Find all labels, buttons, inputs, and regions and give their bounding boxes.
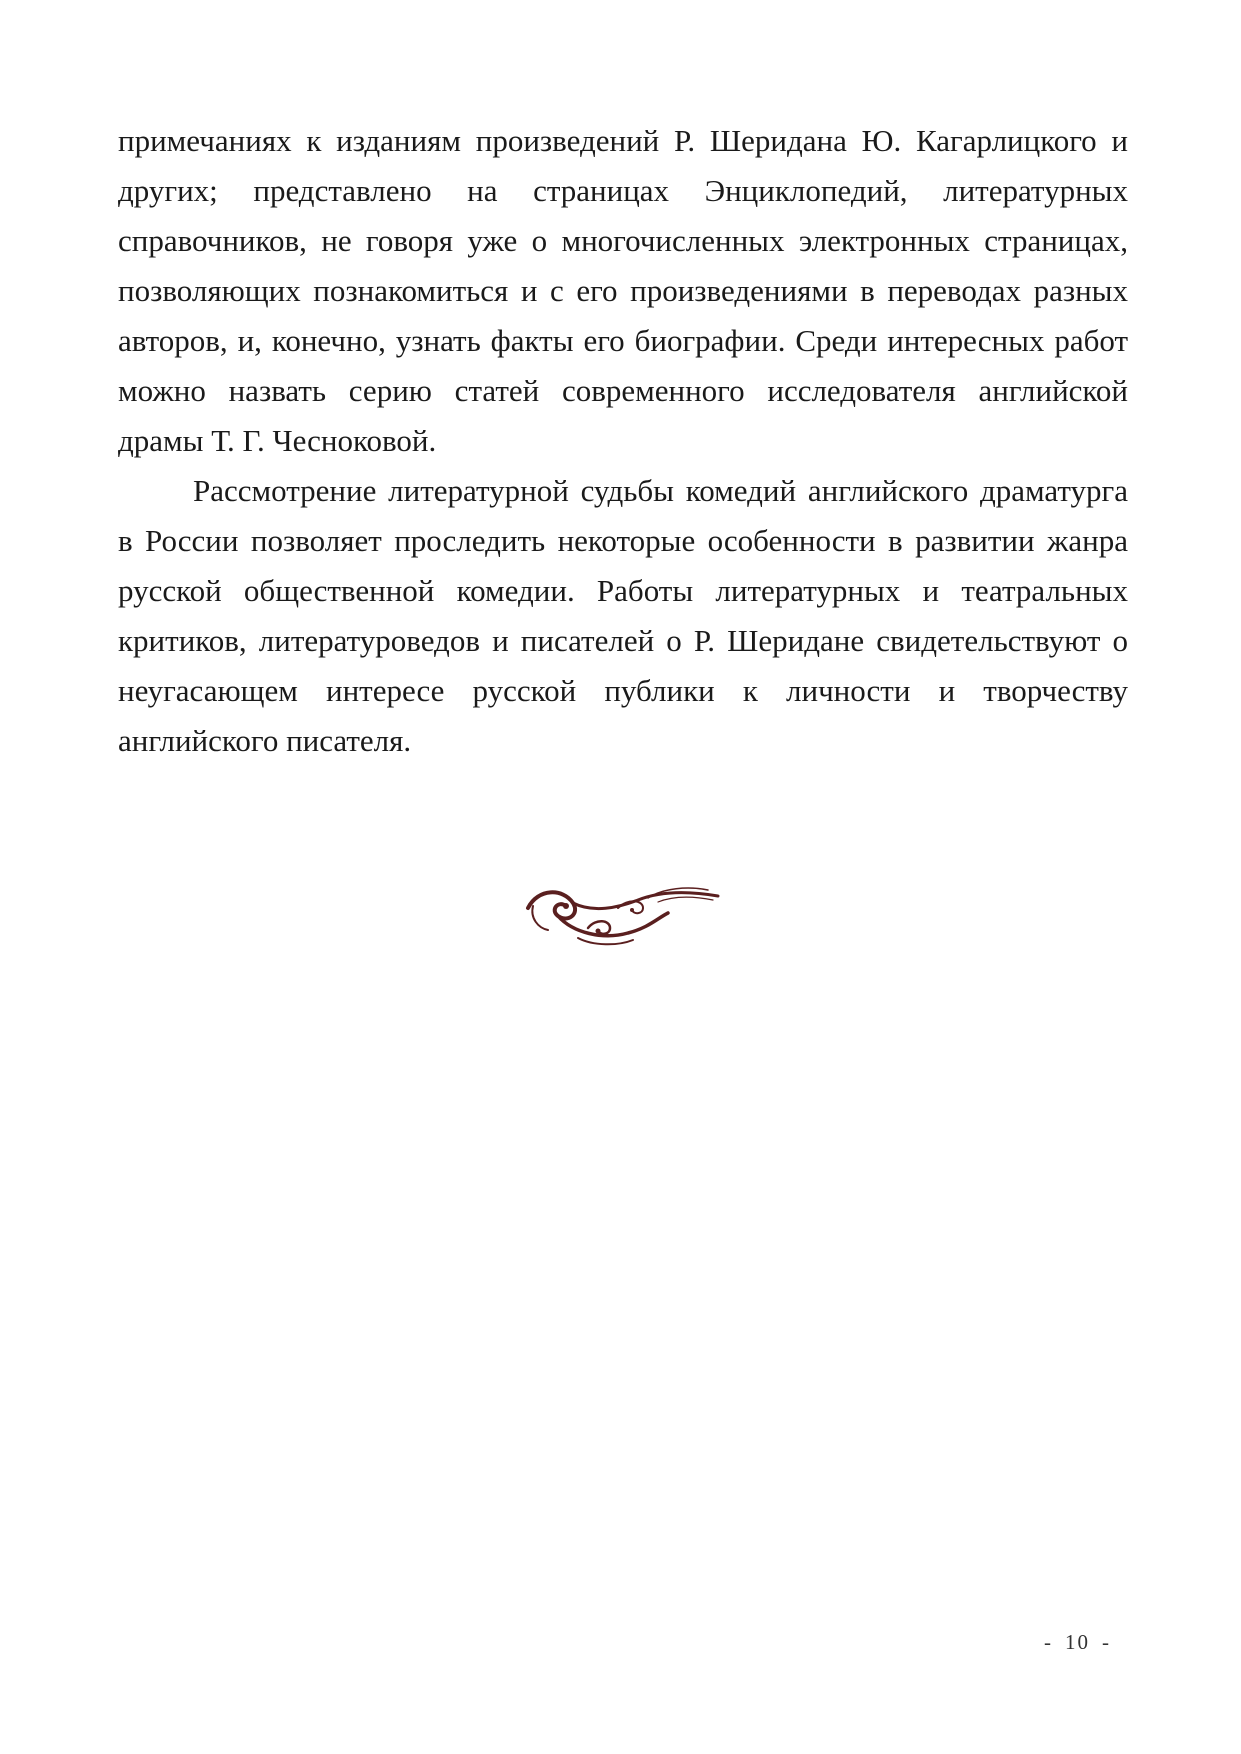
page-number (1032, 1630, 1123, 1655)
page-number-dash-right: - (1102, 1630, 1111, 1654)
paragraph-continuation: примечаниях к изданиям произведений Р. Шеридана Ю. Кагарлицкого и других; представлено на страницах Энциклопедий, литературных справочников, не говоря уже о многочисленных электронных страницах, позволяющих познакомиться и с его произведениями в переводах разных авторов, и, конечно, узнать факты его биографии. Среди интересных работ можно назвать серию статей современного исследователя английской драмы Т. Г. Чесноковой. (118, 123, 1128, 458)
page-number-value: 10 (1065, 1630, 1090, 1654)
body-text (118, 116, 1128, 766)
paragraph-conclusion: Рассмотрение литературной судьбы комедий английского драматурга в России позволяет проследить некоторые особенности в развитии жанра русской общественной комедии. Работы литературных и театральных критиков, литературоведов и писателей о Р. Шеридане свидетельствуют о неугасающем интересе русской публики к личности и творчеству английского писателя. (118, 473, 1128, 758)
floral-flourish-icon (518, 878, 728, 948)
page-number-dash-left: - (1044, 1630, 1053, 1654)
